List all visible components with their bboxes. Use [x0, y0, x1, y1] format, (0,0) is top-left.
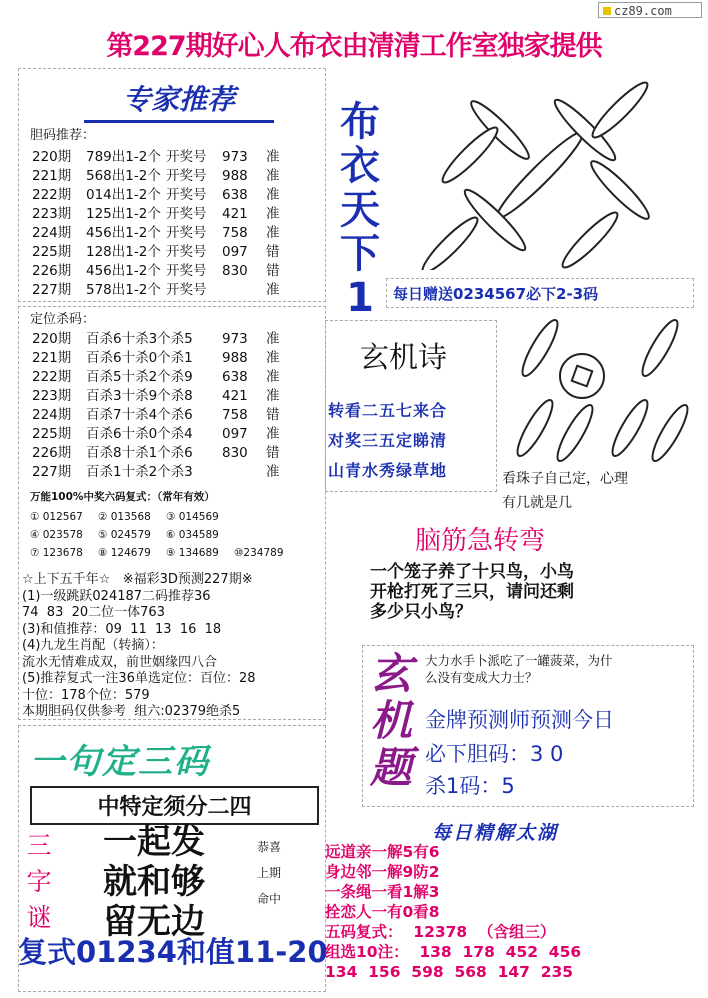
dan-cell: 开奖号: [166, 244, 207, 260]
dan-row: [32, 205, 322, 224]
wanneng-row: [30, 544, 302, 562]
question-span: 大力水手卜派吃了一罐菠菜，为什 么没有变成大力士？: [425, 653, 613, 685]
dan-cell: 578出1-2个: [86, 282, 161, 298]
ding-cell: 224期: [32, 407, 72, 423]
taihu-title: 每日精解太湖: [432, 822, 559, 844]
forecast-line: (5)推荐复式一注36单选定位：百位：28: [22, 671, 256, 686]
ding-row: [32, 330, 322, 349]
dan-cell: 988: [222, 168, 248, 184]
fushi-line: 复式01234和值11-20: [18, 935, 328, 969]
dan-cell: 开奖号: [166, 282, 207, 298]
poem-note-1: 看珠子自己定，心理: [502, 471, 628, 487]
ding-cell: 830: [222, 445, 248, 461]
dan-cell: 125出1-2个: [86, 206, 161, 222]
big-line: 留无边: [103, 902, 205, 942]
coin-beads-pattern: [500, 308, 700, 468]
ding-cell: 准: [266, 426, 280, 442]
taihu-lines: [325, 842, 581, 982]
wanneng-row: [30, 508, 302, 526]
dan-cell: 014出1-2个: [86, 187, 161, 203]
dan-cell: 224期: [32, 225, 72, 241]
dan-cell: 错: [266, 263, 280, 279]
dan-label: 胆码推荐：: [30, 128, 96, 143]
buyi-char: 天: [340, 187, 380, 233]
ding-row: [32, 406, 322, 425]
xuanji-char: 题: [369, 743, 412, 792]
forecast-line: 十位：178个位：579: [22, 687, 150, 703]
ding-cell: 227期: [32, 464, 72, 480]
dan-cell: 456出1-2个: [86, 263, 161, 279]
dan-cell: 789出1-2个: [86, 149, 161, 165]
dan-row: [32, 224, 322, 243]
brain-title: 脑筋急转弯: [415, 526, 546, 556]
dan-row: [32, 281, 322, 300]
riddle-span: 一个笼子养了十只鸟，小鸟 开枪打死了三只，请问还剩 多少只小鸟？: [370, 562, 574, 622]
dan-cell: 128出1-2个: [86, 244, 161, 260]
poem-line-3: 山青水秀绿草地: [328, 461, 448, 480]
gongxi-line: 命中: [256, 892, 281, 906]
riddle-text: [370, 562, 574, 622]
ding-cell: [222, 463, 266, 482]
buyi-char: 1: [346, 275, 374, 321]
taihu-line: 组选10注： 138 178 452 456: [325, 943, 582, 961]
page-title: 第227期好心人布衣由清清工作室独家提供: [106, 31, 602, 62]
forecast-line: 本期胆码仅供参考 组六:02379绝杀5: [22, 704, 241, 719]
site-badge[interactable]: cz89.com: [598, 2, 702, 18]
wanneng-item: ⑥ 034589: [166, 529, 219, 541]
ding-cell: 226期: [32, 445, 72, 461]
sanzi-char: 字: [26, 867, 52, 896]
wanneng-item: ⑦ 123678: [30, 547, 83, 559]
dan-cell: 421: [222, 206, 248, 222]
ding-row: [32, 387, 322, 406]
dan-cell: 准: [266, 225, 280, 241]
xuanji-char: 玄: [369, 649, 412, 698]
wanneng-item: ⑨ 134689: [166, 547, 219, 559]
ding-cell: 220期: [32, 331, 72, 347]
wanneng-item: ④ 023578: [30, 529, 83, 541]
taihu-line: 拴恋人一有0看8: [325, 903, 440, 921]
wanneng-list: [30, 508, 302, 562]
poem-note-2: 有几就是几: [502, 495, 572, 511]
dan-cell: 638: [222, 187, 248, 203]
ding-cell: 988: [222, 350, 248, 366]
forecast-line: (1)一级跳跃024187二码推荐36: [22, 588, 211, 604]
sanzi-char: 谜: [26, 903, 52, 932]
dan-cell: 220期: [32, 149, 72, 165]
wanneng-item: ① 012567: [30, 511, 83, 523]
ding-table: [32, 330, 322, 482]
dan-table: [32, 148, 322, 300]
pred-dan: 必下胆码：3 0: [425, 742, 564, 766]
ding-row: [32, 368, 322, 387]
dan-cell: 226期: [32, 263, 72, 279]
pred-sha: 杀1码：5: [425, 774, 515, 798]
big-line: 一起发: [103, 822, 205, 862]
xuanji-char: 机: [369, 696, 412, 745]
ding-cell: 准: [266, 350, 280, 366]
pred-title: 金牌预测师预测今日: [425, 708, 614, 732]
buyi-char: 布: [340, 99, 380, 145]
ding-row: [32, 349, 322, 368]
gongxi-vertical: [254, 834, 284, 912]
ding-cell: 准: [266, 331, 280, 347]
sanzi-char: 三: [26, 831, 52, 860]
dan-cell: 222期: [32, 187, 72, 203]
dan-cell: 开奖号: [166, 225, 207, 241]
buyi-char: 衣: [340, 143, 380, 189]
ding-cell: 准: [266, 369, 280, 385]
ding-cell: 准: [266, 464, 280, 480]
ding-cell: 638: [222, 369, 248, 385]
ding-cell: 百杀1十杀2个杀3: [86, 464, 193, 480]
dan-cell: 准: [266, 187, 280, 203]
ding-cell: 223期: [32, 388, 72, 404]
dan-cell: 097: [222, 244, 248, 260]
dan-cell: 准: [266, 282, 280, 298]
buyi-vertical: [340, 100, 380, 320]
ding-cell: 百杀8十杀1个杀6: [86, 445, 193, 461]
dan-cell: 830: [222, 263, 248, 279]
ding-cell: 758: [222, 407, 248, 423]
dan-cell: 开奖号: [166, 187, 207, 203]
ding-label: 定位杀码：: [30, 312, 96, 327]
poem-line-2: 对奖三五定睇清: [328, 431, 448, 450]
ding-cell: 225期: [32, 426, 72, 442]
swastika-pattern: [390, 80, 690, 270]
big-three-lines: [64, 822, 244, 942]
xuanji-question: [425, 652, 613, 686]
gongxi-line: 上期: [256, 866, 281, 880]
forecast-line: (4)九龙生肖配（转摘）：: [22, 638, 164, 653]
dan-cell: 准: [266, 149, 280, 165]
taihu-line: 远道亲一解5有6: [325, 843, 440, 861]
dan-row: [32, 148, 322, 167]
buyi-char: 下: [340, 231, 380, 277]
ding-cell: 973: [222, 331, 248, 347]
dan-cell: 973: [222, 149, 248, 165]
wanneng-item: ⑩234789: [234, 547, 284, 559]
ding-cell: 421: [222, 388, 248, 404]
poem-title: 玄机诗: [360, 340, 448, 374]
poem-line-1: 转看二五七来合: [328, 401, 448, 420]
dan-row: [32, 243, 322, 262]
dan-cell: 456出1-2个: [86, 225, 161, 241]
wanneng-item: ② 013568: [98, 511, 151, 523]
dan-cell: 准: [266, 206, 280, 222]
wanneng-item: ⑧ 124679: [98, 547, 151, 559]
dan-row: [32, 167, 322, 186]
dan-row: [32, 262, 322, 281]
forecast-line: 流水无情难成双，前世姻缘四八合: [22, 654, 218, 670]
forecast-line: (3)和值推荐：09 11 13 16 18: [22, 621, 222, 637]
gongxi-line: 恭喜: [256, 840, 281, 854]
dan-cell: 准: [266, 168, 280, 184]
ding-cell: 221期: [32, 350, 72, 366]
dan-cell: 227期: [32, 282, 72, 298]
ding-row: [32, 425, 322, 444]
ding-cell: 百杀5十杀2个杀9: [86, 369, 193, 385]
wanneng-title: 万能100%中奖六码复式：（常年有效）: [30, 491, 215, 503]
dan-cell: [222, 281, 266, 300]
ding-cell: 222期: [32, 369, 72, 385]
dan-cell: 开奖号: [166, 149, 207, 165]
ding-cell: 错: [266, 445, 280, 461]
logo-square-icon: [603, 7, 611, 15]
ding-row: [32, 444, 322, 463]
ding-row: [32, 463, 322, 482]
wanneng-item: ③ 014569: [166, 511, 219, 523]
taihu-line: 134 156 598 568 147 235: [325, 963, 574, 981]
taihu-line: 一条绳一看1解3: [325, 883, 440, 901]
forecast-line: 74 83 20二位一体763: [22, 605, 165, 620]
ding-cell: 097: [222, 426, 248, 442]
dan-cell: 开奖号: [166, 206, 207, 222]
yiju-line: 中特定须分二四: [30, 786, 319, 825]
dan-row: [32, 186, 322, 205]
dan-cell: 758: [222, 225, 248, 241]
ding-cell: 百杀6十杀3个杀5: [86, 331, 193, 347]
taihu-line: 身边邻一解9防2: [325, 863, 440, 881]
ding-cell: 错: [266, 407, 280, 423]
ding-cell: 百杀6十杀0个杀4: [86, 426, 193, 442]
dan-cell: 错: [266, 244, 280, 260]
sanzi-vertical: [20, 828, 58, 936]
big-line: 就和够: [103, 862, 205, 902]
dan-cell: 开奖号: [166, 168, 207, 184]
ding-cell: 百杀6十杀0个杀1: [86, 350, 193, 366]
ding-cell: 百杀7十杀4个杀6: [86, 407, 193, 423]
ding-cell: 准: [266, 388, 280, 404]
dan-cell: 568出1-2个: [86, 168, 161, 184]
xuanji-title-vertical: [368, 650, 414, 791]
dan-cell: 221期: [32, 168, 72, 184]
yiju-title: 一句定三码: [30, 742, 210, 782]
taihu-line: 五码复式： 12378 （含组三）: [325, 923, 556, 941]
dan-cell: 223期: [32, 206, 72, 222]
forecast-block: [22, 572, 256, 721]
wanneng-row: [30, 526, 302, 544]
wanneng-item: ⑤ 024579: [98, 529, 151, 541]
ding-cell: 百杀3十杀9个杀8: [86, 388, 193, 404]
dan-cell: 225期: [32, 244, 72, 260]
gift-text: 每日赠送0234567必下2-3码: [393, 285, 599, 303]
forecast-line: ☆上下五千年☆ ※福彩3D预测227期※: [22, 572, 253, 587]
dan-cell: 开奖号: [166, 263, 207, 279]
expert-heading: 专家推荐: [84, 78, 274, 123]
